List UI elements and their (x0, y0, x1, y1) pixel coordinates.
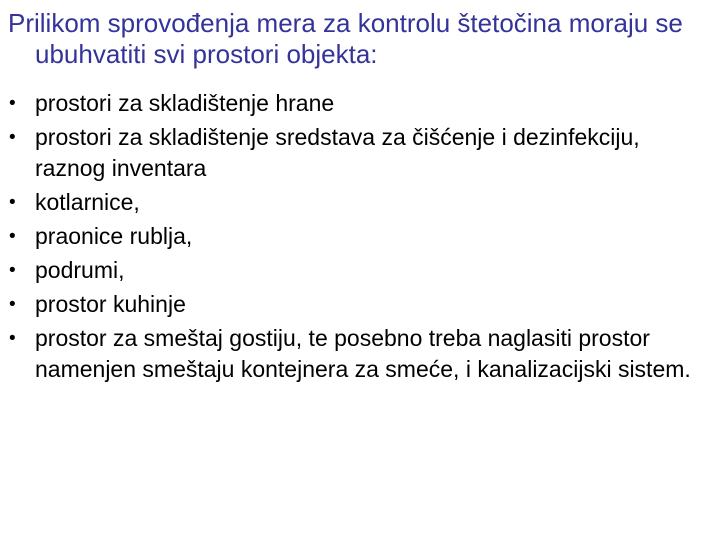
bullet-dot-icon: • (9, 127, 16, 148)
bullet-list (8, 88, 708, 388)
bullet-dot-icon: • (9, 93, 16, 114)
bullet-text: prostor kuhinje (35, 291, 186, 317)
bullet-dot-icon: • (9, 328, 16, 349)
bullet-item (8, 255, 708, 286)
bullet-item (8, 323, 708, 385)
bullet-dot-icon: • (9, 294, 16, 315)
bullet-text: podrumi, (35, 257, 125, 283)
bullet-item (8, 187, 708, 218)
bullet-text: prostori za skladištenje sredstava za čišćenje i dezinfekciju, raznog inventara (35, 124, 640, 181)
bullet-item (8, 88, 708, 119)
bullet-item (8, 122, 708, 184)
bullet-text: prostori za skladištenje hrane (35, 90, 335, 116)
bullet-item (8, 289, 708, 320)
slide-title: Prilikom sprovođenja mera za kontrolu štetočina moraju se ubuhvatiti svi prostori objekta: (8, 8, 683, 69)
bullet-dot-icon: • (9, 260, 16, 281)
bullet-text: kotlarnice, (35, 189, 140, 215)
bullet-dot-icon: • (9, 192, 16, 213)
bullet-item (8, 221, 708, 252)
bullet-text: praonice rublja, (35, 223, 193, 249)
bullet-text: prostor za smeštaj gostiju, te posebno treba naglasiti prostor namenjen smeštaju kontejnera za smeće, i kanalizacijski sistem. (35, 325, 691, 382)
bullet-dot-icon: • (9, 226, 16, 247)
